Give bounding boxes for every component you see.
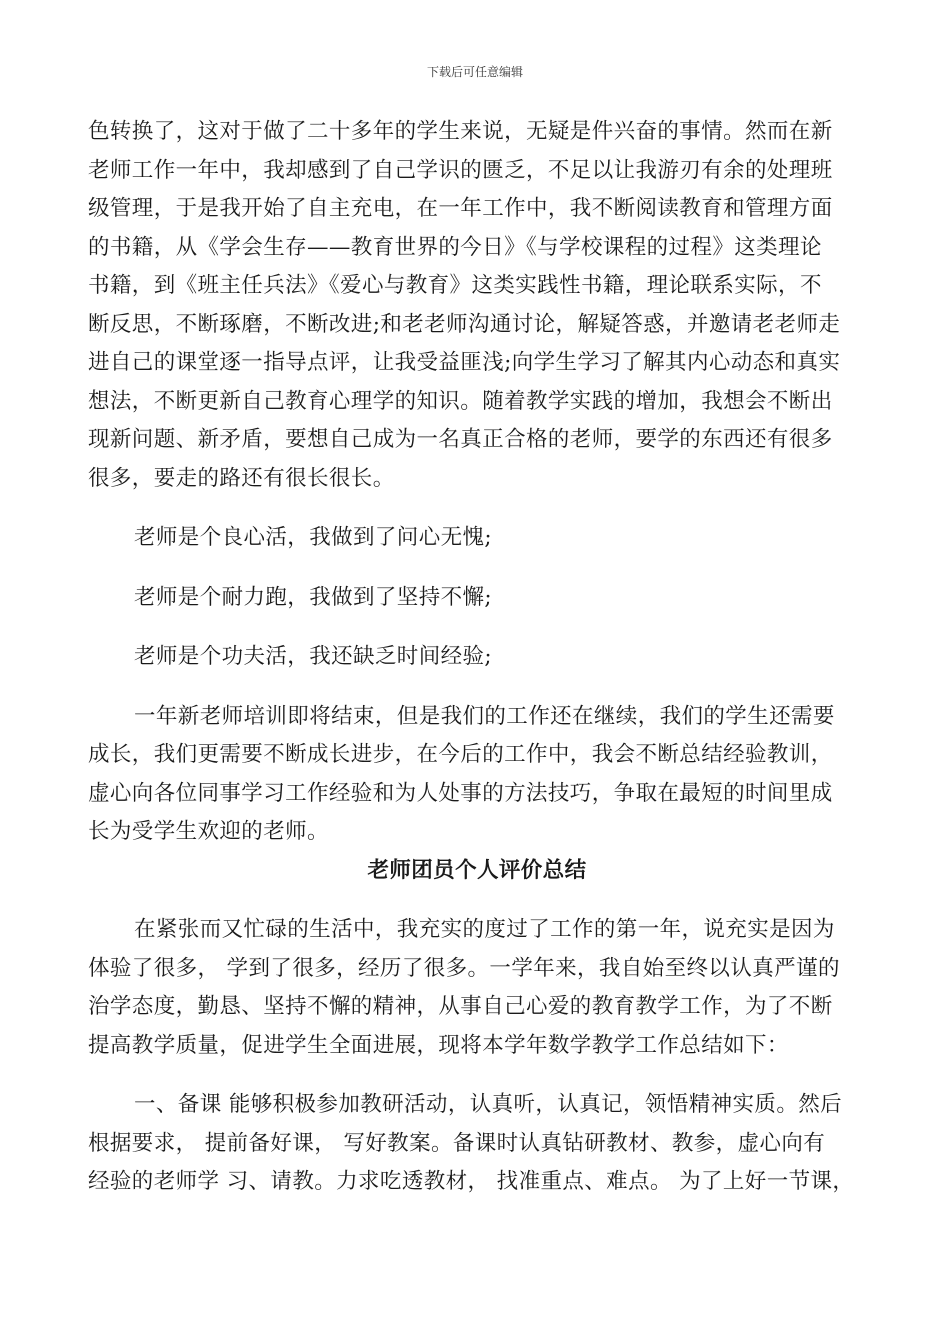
text-line: 的书籍，从《学会生存——教育世界的今日》《与学校课程的过程》这类理论 (88, 234, 822, 260)
body-paragraph (88, 113, 866, 498)
section-title: 老师团员个人评价总结 (367, 857, 587, 883)
document-body (88, 113, 866, 1202)
page-header-note: 下载后可任意编辑 (426, 65, 523, 79)
text-line: 色转换了，这对于做了二十多年的学生来说，无疑是件兴奋的事情。然而在新 (88, 119, 833, 144)
text-line: 成长，我们更需要不断成长进步，在今后的工作中，我会不断总结经验教训， (88, 742, 833, 767)
text-line: 长为受学生欢迎的老师。 (88, 819, 329, 844)
text-line: 很多，要走的路还有很长很长。 (88, 465, 395, 491)
body-paragraph (88, 1086, 866, 1202)
text-line: 断反思，不断琢磨，不断改进;和老老师沟通讨论，解疑答惑，并邀请老老师走 (88, 311, 841, 337)
body-paragraph (88, 698, 866, 852)
body-paragraph (88, 579, 866, 618)
text-line: 根据要求， 提前备好课， 写好教案。备课时认真钻研教材、教参，虚心向有 (88, 1130, 826, 1156)
text-line: 提高教学质量，促进学生全面进展，现将本学年数学教学工作总结如下： (88, 1032, 789, 1058)
text-line: 书籍，到《班主任兵法》《爱心与教育》这类实践性书籍，理论联系实际，不 (88, 273, 822, 298)
body-paragraph (88, 911, 866, 1065)
text-line: 在紧张而又忙碌的生活中，我充实的度过了工作的第一年，说充实是因为 (134, 917, 835, 942)
body-paragraph (88, 638, 866, 677)
text-line: 老师是个良心活，我做到了问心无愧; (134, 525, 493, 550)
text-line: 一年新老师培训即将结束，但是我们的工作还在继续，我们的学生还需要 (134, 703, 835, 729)
text-line: 级管理，于是我开始了自主充电，在一年工作中，我不断阅读教育和管理方面 (88, 196, 833, 221)
text-line: 体验了很多， 学到了很多，经历了很多。一学年来，我自始至终以认真严谨的 (88, 955, 840, 981)
text-line: 老师是个耐力跑，我做到了坚持不懈; (134, 584, 493, 610)
text-line: 老师工作一年中，我却感到了自己学识的匮乏，不足以让我游刃有余的处理班 (88, 157, 833, 183)
text-line: 治学态度，勤恳、坚持不懈的精神，从事自己心爱的教育教学工作，为了不断 (88, 994, 833, 1019)
text-line: 进自己的课堂逐一指导点评，让我受益匪浅;向学生学习了解其内心动态和真实 (88, 350, 841, 375)
text-line: 经验的老师学 习、请教。力求吃透教材， 找准重点、难点。 为了上好一节课， (88, 1169, 855, 1194)
body-paragraph (88, 519, 866, 558)
text-line: 现新问题、新矛盾，要想自己成为一名真正合格的老师，要学的东西还有很多 (88, 427, 833, 452)
text-line: 老师是个功夫活，我还缺乏时间经验; (134, 644, 493, 669)
text-line: 想法，不断更新自己教育心理学的知识。随着教学实践的增加，我想会不断出 (88, 388, 833, 414)
text-line: 虚心向各位同事学习工作经验和为人处事的方法技巧，争取在最短的时间里成 (88, 780, 833, 806)
text-line: 一、备课 能够积极参加教研活动，认真听，认真记，领悟精神实质。然后 (134, 1092, 843, 1117)
